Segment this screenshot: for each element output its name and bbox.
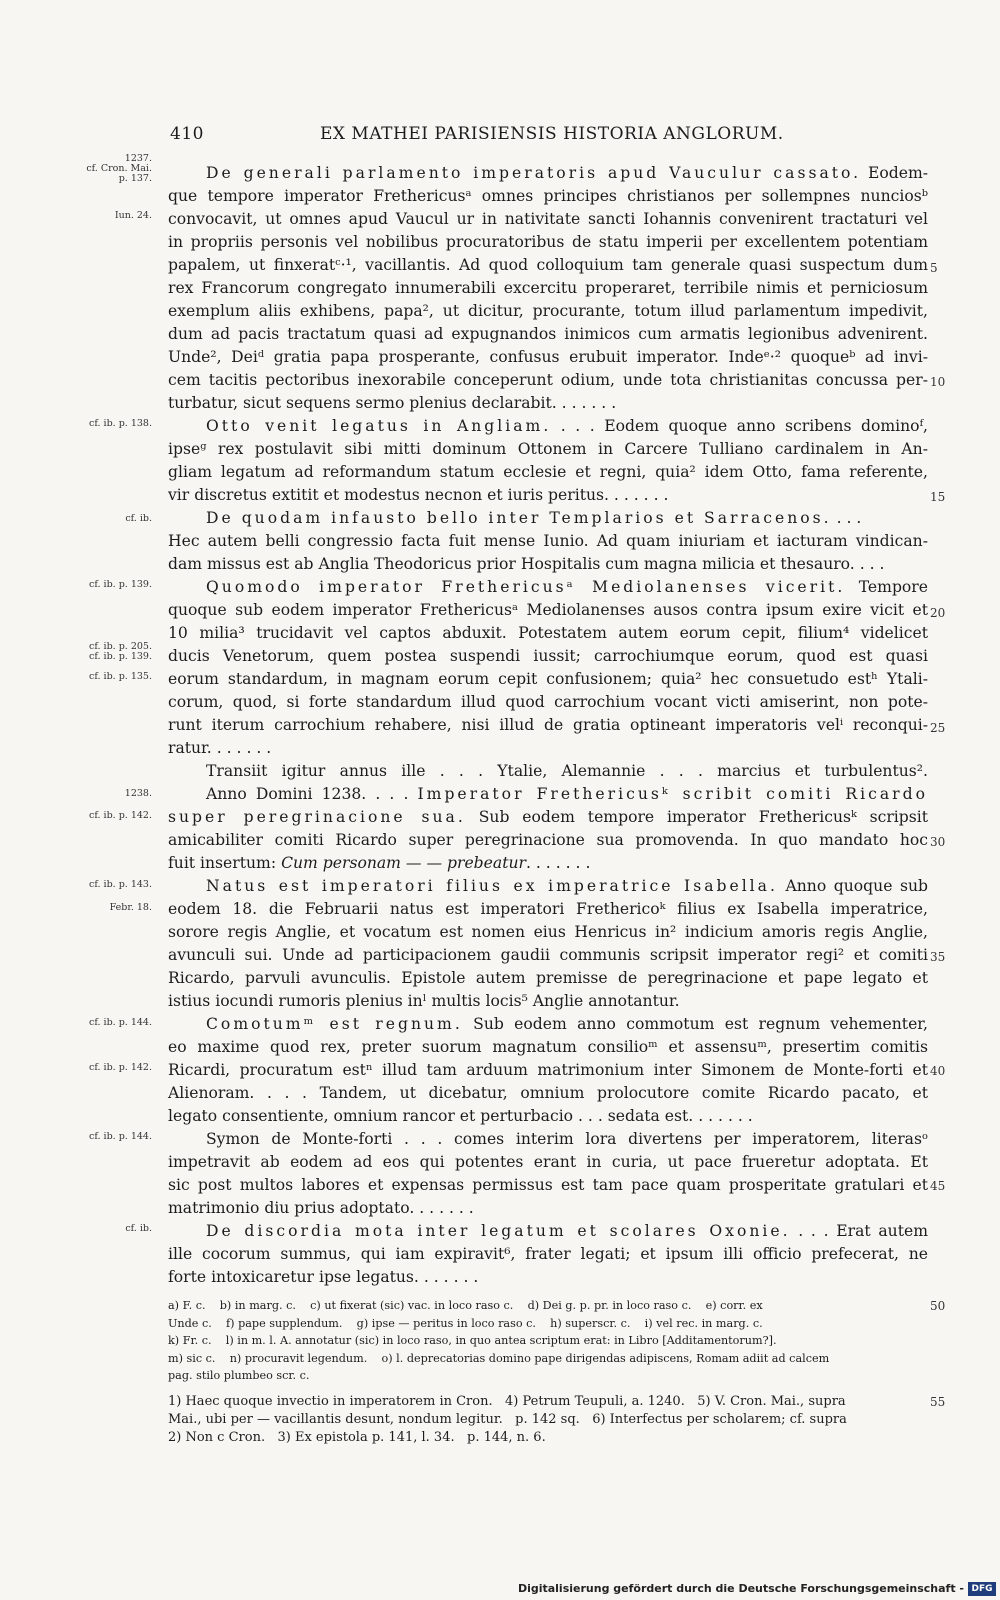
- line-number: 20: [930, 606, 946, 620]
- main-text: [168, 162, 928, 1289]
- text-line: Hec autem belli congressio facta fuit mense Iunio. Ad quam iniuriam et iacturam vindican-: [168, 532, 928, 550]
- line-number: 30: [930, 835, 946, 849]
- text-line: papalem, ut finxeratᶜ·¹, vacillantis. Ad quod colloquium tam generale quasi suspectum dum: [168, 256, 928, 274]
- text-line: convocavit, ut omnes apud Vaucul ur in nativitate sancti Iohannis convenirent tractaturi vel: [168, 210, 928, 228]
- text-line: gliam legatum ad reformandum statum ecclesie et regni, quia² idem Otto, fama referente,: [168, 463, 928, 481]
- text-line: forte intoxicaretur ipse legatus. . . . . . .: [168, 1268, 479, 1286]
- page-title: EX MATHEI PARISIENSIS HISTORIA ANGLORUM.: [320, 124, 784, 144]
- text-line: istius iocundi rumoris plenius inˡ multis locis⁵ Anglie annotantur.: [168, 992, 680, 1010]
- footer-bar: [0, 1570, 1000, 1600]
- text-line: cem tacitis pectoribus inexorabile conceperunt odium, unde tota christianitas concussa per-: [168, 371, 928, 389]
- text-line: 10 milia³ trucidavit vel captos abduxit. Potestatem autem eorum cepit, filium⁴ videlicet: [168, 624, 928, 642]
- text-line: legato consentiente, omnium rancor et perturbacio . . . sedata est. . . . . . .: [168, 1107, 753, 1125]
- text-line: sic post multos labores et expensas permissus est tam pace quam prosperitate gratulari et: [168, 1176, 928, 1194]
- apparatus-line: a) F. c. b) in marg. c. c) ut fixerat (sic) vac. in loco raso c. d) Dei g. p. pr. in loco raso c. e) corr. ex: [168, 1299, 763, 1312]
- apparatus-line: k) Fr. c. l) in m. l. A. annotatur (sic) in loco raso, in quo antea scriptum erat: in Libro [Additamentorum?].: [168, 1334, 777, 1347]
- line-number: 15: [930, 490, 946, 504]
- footnote-line: Mai., ubi per — vacillantis desunt, nondum legitur. p. 142 sq. 6) Interfectus per scholarem; cf. supra: [168, 1412, 847, 1427]
- margin-note: 1237. cf. Cron. Mai. p. 137.: [86, 153, 152, 184]
- text-line: exemplum aliis exhibens, papa², ut dicitur, procurante, totum illud parlamentum impedivit,: [168, 302, 928, 320]
- footnote-line: 2) Non c Cron. 3) Ex epistola p. 141, l. 34. p. 144, n. 6.: [168, 1430, 546, 1445]
- text-line: super peregrinacione sua. Sub eodem tempore imperator Frethericusᵏ scripsit: [168, 808, 928, 826]
- text-line: dum ad pacis tractatum quasi ad expugnandos inimicos cum armatis legionibus advenirent.: [168, 325, 928, 343]
- text-line: dam missus est ab Anglia Theodoricus prior Hospitalis cum magna milicia et thesauro. . . .: [168, 555, 885, 573]
- margin-note: Iun. 24.: [114, 210, 152, 221]
- line-number: 35: [930, 950, 946, 964]
- text-line: que tempore imperator Frethericusᵃ omnes principes christianos per sollempnes nunciosᵇ: [168, 187, 928, 205]
- line-number: 40: [930, 1064, 946, 1078]
- text-line: Ricardi, procuratum estⁿ illud tam arduum matrimonium inter Simonem de Monte-forti et: [168, 1061, 928, 1079]
- text-line: ille cocorum summus, qui iam expiravit⁶, frater legati; et ipsum illi officio prefecerat, ne: [168, 1245, 928, 1263]
- margin-note: cf. ib.: [125, 513, 152, 524]
- line-number: 50: [930, 1299, 946, 1313]
- text-line: Anno Domini 1238. . . . Imperator Frethericusᵏ scribit comiti Ricardo: [206, 785, 928, 803]
- apparatus-line: pag. stilo plumbeo scr. c.: [168, 1369, 310, 1382]
- margin-note: cf. ib. p. 143.: [89, 879, 152, 890]
- margin-note: cf. ib. p. 205. cf. ib. p. 139.: [89, 641, 152, 662]
- margin-note: cf. ib. p. 138.: [89, 418, 152, 429]
- text-line: Quomodo imperator Frethericusᵃ Mediolanenses vicerit. Tempore: [206, 578, 928, 596]
- text-line: Comotumᵐ est regnum. Sub eodem anno commotum est regnum vehementer,: [206, 1015, 928, 1033]
- text-line: runt iterum carrochium rehabere, nisi illud de gratia optineant imperatoris velⁱ reconqui-: [168, 716, 928, 734]
- text-line: avunculi sui. Unde ad participacionem gaudii communis scripsit imperator regi² et comiti: [168, 946, 928, 964]
- line-number: 45: [930, 1179, 946, 1193]
- text-line: Natus est imperatori filius ex imperatrice Isabella. Anno quoque sub: [206, 877, 928, 895]
- margin-note: cf. ib. p. 135.: [89, 671, 152, 682]
- text-line: De quodam infausto bello inter Templarios et Sarracenos. . . .: [206, 509, 862, 527]
- text-line: eo maxime quod rex, preter suorum magnatum consilioᵐ et assensuᵐ, presertim comitis: [168, 1038, 928, 1056]
- margin-note: Febr. 18.: [109, 902, 152, 913]
- text-line: Ricardo, parvuli avunculis. Epistole autem premisse de peregrinacione et pape legato et: [168, 969, 928, 987]
- margin-note: cf. ib. p. 139.: [89, 579, 152, 590]
- digitization-credit: Digitalisierung gefördert durch die Deutsche Forschungsgemeinschaft -: [517, 1582, 964, 1595]
- apparatus-line: m) sic c. n) procuravit legendum. o) l. deprecatorias domino pape dirigendas adipiscens, Romam adiit ad calcem: [168, 1351, 830, 1365]
- text-line: De generali parlamento imperatoris apud Vauculur cassato. Eodem-: [206, 164, 928, 182]
- text-line: Alienoram. . . . Tandem, ut dicebatur, omnium prolocutore comite Ricardo pacato, et: [168, 1084, 928, 1102]
- text-line: amicabiliter comiti Ricardo super peregrinacione sua promovenda. In quo mandato hoc: [168, 831, 928, 849]
- text-line: matrimonio diu prius adoptato. . . . . . .: [168, 1199, 474, 1217]
- text-line: Unde², Deiᵈ gratia papa prosperante, confusus erubuit imperator. Indeᵉ·² quoqueᵇ ad invi-: [168, 348, 928, 366]
- text-line: fuit insertum: Cum personam — — prebeatur. . . . . . .: [168, 854, 591, 872]
- text-line: Transiit igitur annus ille . . . Ytalie, Alemannie . . . marcius et turbulentus².: [206, 762, 928, 780]
- critical-apparatus: [168, 1297, 928, 1385]
- text-line: eorum standardum, in magnam eorum cepit confusionem; quia² hec consuetudo estʰ Ytali-: [168, 670, 928, 688]
- footnote-line: 1) Haec quoque invectio in imperatorem in Cron. 4) Petrum Teupuli, a. 1240. 5) V. Cron. Mai., supra: [168, 1394, 846, 1409]
- text-line: rex Francorum congregato innumerabili excercitu properaret, terribile nimis et perniciosum: [168, 279, 928, 297]
- line-number: 10: [930, 375, 946, 389]
- page-number: 410: [170, 124, 204, 144]
- margin-note: 1238.: [124, 788, 152, 799]
- text-line: quoque sub eodem imperator Frethericusᵃ Mediolanenses ausos contra ipsum exire vicit et: [168, 601, 928, 619]
- text-line: in propriis personis vel nobilibus procuratoribus de statu imperii per excellentem potentiam: [168, 233, 928, 251]
- text-line: De discordia mota inter legatum et scolares Oxonie. . . . Erat autem: [206, 1222, 928, 1240]
- margin-note: cf. ib. p. 144.: [89, 1131, 152, 1142]
- line-number: 5: [930, 261, 938, 275]
- text-line: ipseᵍ rex postulavit sibi mitti dominum Ottonem in Carcere Tulliano cardinalem in An-: [168, 440, 928, 458]
- footnotes: [168, 1393, 928, 1447]
- text-line: Otto venit legatus in Angliam. . . . Eodem quoque anno scribens dominoᶠ,: [206, 417, 928, 435]
- text-line: turbatur, sicut sequens sermo plenius declarabit. . . . . . .: [168, 394, 617, 412]
- margin-note: cf. ib. p. 144.: [89, 1017, 152, 1028]
- dfg-logo: DFG: [968, 1582, 996, 1596]
- margin-note: cf. ib. p. 142.: [89, 810, 152, 821]
- text-line: impetravit ab eodem ad eos qui potentes erant in curia, ut pace frueretur adoptata. Et: [168, 1153, 928, 1171]
- text-line: Symon de Monte-forti . . . comes interim lora divertens per imperatorem, literasᵒ: [206, 1130, 928, 1148]
- apparatus-line: Unde c. f) pape supplendum. g) ipse — peritus in loco raso c. h) superscr. c. i) vel rec. in marg. c.: [168, 1316, 763, 1330]
- text-line: eodem 18. die Februarii natus est imperatori Frethericoᵏ filius ex Isabella imperatrice,: [168, 900, 928, 918]
- text-line: corum, quod, si forte standardum illud quod carrochium vocant victi amiserint, non pote-: [168, 693, 928, 711]
- line-number: 55: [930, 1395, 946, 1409]
- text-line: ratur. . . . . . .: [168, 739, 272, 757]
- text-line: sorore regis Anglie, et vocatum est nomen eius Henricus in² indicium amoris regis Anglie,: [168, 923, 928, 941]
- line-number: 25: [930, 721, 946, 735]
- margin-note: cf. ib. p. 142.: [89, 1062, 152, 1073]
- margin-note: cf. ib.: [125, 1223, 152, 1234]
- text-line: vir discretus extitit et modestus necnon et iuris peritus. . . . . . .: [168, 486, 669, 504]
- text-line: ducis Venetorum, quem postea suspendi iussit; carrochiumque eorum, quod est quasi: [168, 647, 928, 665]
